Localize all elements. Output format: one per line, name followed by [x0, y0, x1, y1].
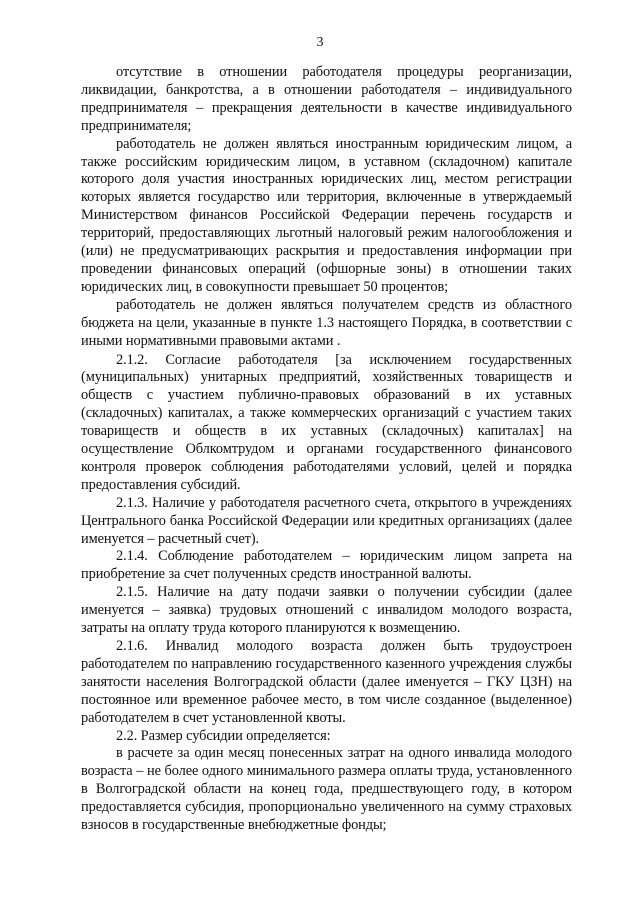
- paragraph-2-2: 2.2. Размер субсидии определяется:: [116, 727, 331, 744]
- paragraph-subsidy-calculation: в расчете за один месяц понесенных затрат на одного инвалида молодого возраста – не более одного минимального размера оплаты труда, установленного в Волгоградской области на конец года, предшествующего году, в котором предоставляется субсидия, пропорционально увеличенного на сумму страховых взносов в государственные внебюджетные фонды;: [81, 745, 572, 834]
- paragraph-2-1-2: 2.1.2. Согласие работодателя [за исключением государственных (муниципальных) унитарных предприятий, хозяйственных товариществ и обществ с участием публично-правовых образований в их уставных (складочных) капиталах, а также коммерческих организаций с участием таких товариществ и обществ в их уставных (складочных) капиталах] на осуществление Облкомтрудом и органами государственного финансового контроля проверок соблюдения работодателями условий, целей и порядка предоставления субсидий.: [81, 351, 572, 493]
- page-number: 3: [316, 35, 324, 50]
- document-body: [81, 64, 572, 835]
- paragraph-2-1-5: 2.1.5. Наличие на дату подачи заявки о получении субсидии (далее именуется – заявка) трудовых отношений с инвалидом молодого возраста, затраты на оплату труда которого планируются к возмещению.: [81, 584, 572, 637]
- paragraph-no-reorganization: отсутствие в отношении работодателя процедуры реорганизации, ликвидации, банкротства, а в отношении работодателя – индивидуального предпринимателя – прекращения деятельности в качестве индивидуального предпринимателя;: [81, 64, 572, 134]
- paragraph-not-foreign-entity: работодатель не должен являться иностранным юридическим лицом, а также российским юридическим лицом, в уставном (складочном) капитале которого доля участия иностранных юридических лиц, местом регистрации которых является государство или территория, включенные в утверждаемый Министерством финансов Российской Федерации перечень государств и территорий, предоставляющих льготный налоговый режим налогообложения и (или) не предусматривающих раскрытия и предоставления информации при проведении финансовых операций (офшорные зоны) в отношении таких юридических лиц, в совокупности превышает 50 процентов;: [81, 135, 572, 295]
- paragraph-2-1-6: 2.1.6. Инвалид молодого возраста должен быть трудоустроен работодателем по направлению государственного казенного учреждения службы занятости населения Волгоградской области (далее именуется – ГКУ ЦЗН) на постоянное или временное рабочее место, в том числе созданное (выделенное) работодателем в счет установленной квоты.: [81, 638, 572, 726]
- paragraph-2-1-3: 2.1.3. Наличие у работодателя расчетного счета, открытого в учреждениях Центрального банка Российской Федерации или кредитных организациях (далее именуется – расчетный счет).: [81, 494, 572, 547]
- paragraph-not-budget-recipient: работодатель не должен являться получателем средств из областного бюджета на цели, указанные в пункте 1.3 настоящего Порядка, в соответствии с иными нормативными правовыми актами .: [81, 296, 572, 349]
- paragraph-2-1-4: 2.1.4. Соблюдение работодателем – юридическим лицом запрета на приобретение за счет полученных средств иностранной валюты.: [81, 548, 572, 583]
